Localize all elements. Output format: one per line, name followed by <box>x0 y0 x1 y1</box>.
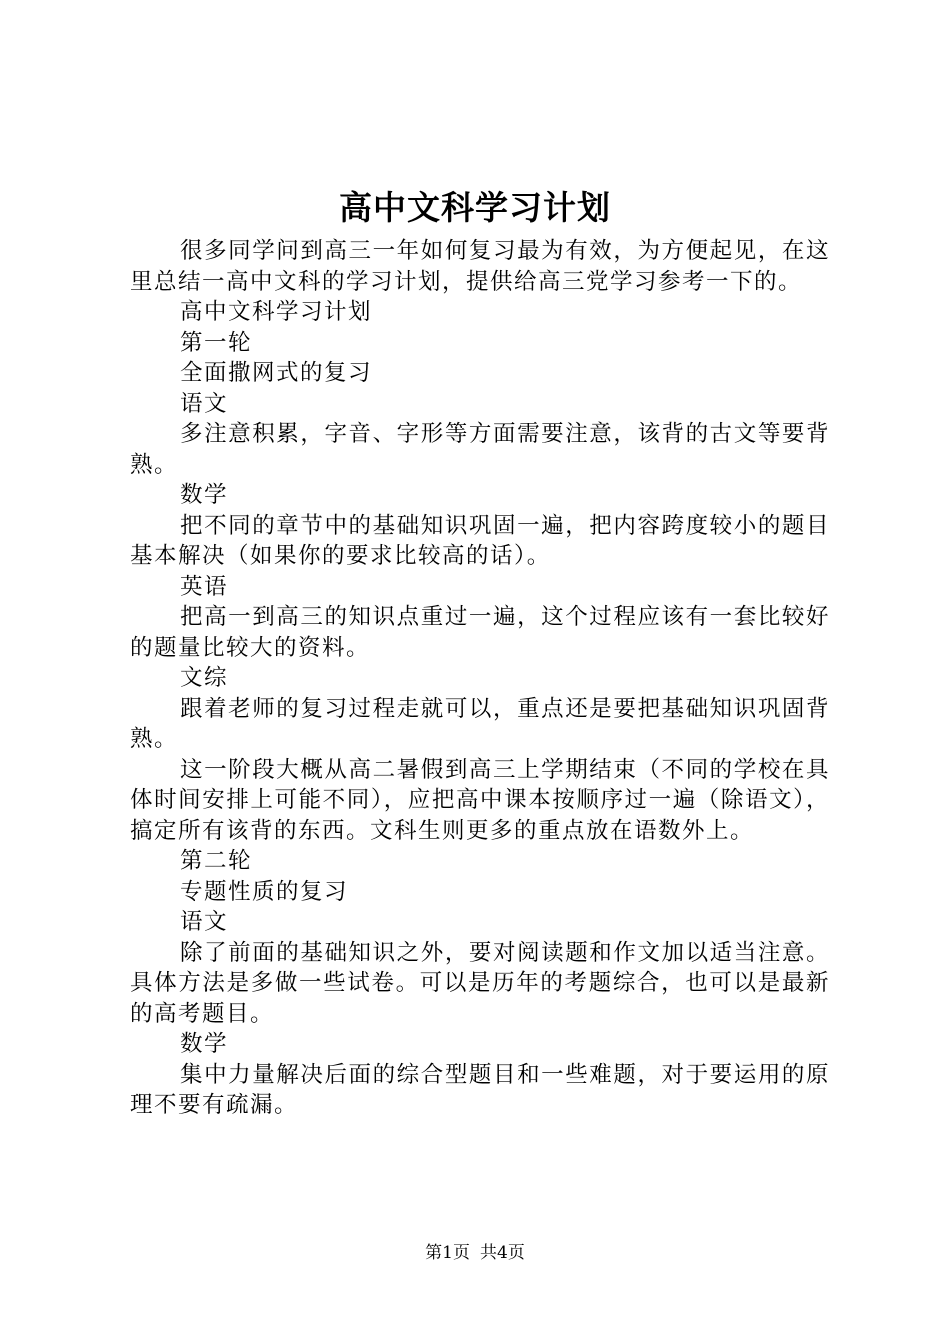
paragraph-round-two: 第二轮 <box>180 848 253 874</box>
page-footer <box>0 1241 950 1265</box>
paragraph-subject-liberal-arts: 文综 <box>180 665 229 691</box>
paragraph-intro: 很多同学问到高三一年如何复习最为有效，为方便起见，在这里总结一高中文科的学习计划，提供给高三党学习参考一下的。 <box>130 238 830 295</box>
document-body <box>130 236 830 1121</box>
paragraph-liberal-arts-text: 跟着老师的复习过程走就可以，重点还是要把基础知识巩固背熟。 <box>130 695 830 752</box>
paragraph-subject-math-2: 数学 <box>180 1031 229 1057</box>
paragraph-chinese-text: 多注意积累，字音、字形等方面需要注意，该背的古文等要背熟。 <box>130 421 830 478</box>
paragraph-heading-plan: 高中文科学习计划 <box>180 299 373 325</box>
paragraph-subject-chinese-2: 语文 <box>180 909 229 935</box>
paragraph-stage-summary: 这一阶段大概从高二暑假到高三上学期结束（不同的学校在具体时间安排上可能不同），应把高中课本按顺序过一遍（除语文），搞定所有该背的东西。文科生则更多的重点放在语数外上。 <box>130 756 830 844</box>
page-number: 第1页 <box>425 1243 470 1263</box>
paragraph-round-one-subtitle: 全面撒网式的复习 <box>180 360 373 386</box>
paragraph-math-text-2: 集中力量解决后面的综合型题目和一些难题，对于要运用的原理不要有疏漏。 <box>130 1061 830 1118</box>
paragraph-math-text: 把不同的章节中的基础知识巩固一遍，把内容跨度较小的题目基本解决（如果你的要求比较高的话）。 <box>130 512 830 569</box>
paragraph-subject-chinese: 语文 <box>180 390 229 417</box>
paragraph-round-two-subtitle: 专题性质的复习 <box>180 878 349 905</box>
paragraph-english-text: 把高一到高三的知识点重过一遍，这个过程应该有一套比较好的题量比较大的资料。 <box>130 604 830 661</box>
paragraph-round-one: 第一轮 <box>180 329 253 356</box>
paragraph-chinese-text-2: 除了前面的基础知识之外，要对阅读题和作文加以适当注意。具体方法是多做一些试卷。可以是历年的考题综合，也可以是最新的高考题目。 <box>130 939 830 1027</box>
page-total: 共4页 <box>480 1243 525 1263</box>
paragraph-subject-math: 数学 <box>180 482 229 508</box>
paragraph-subject-english: 英语 <box>180 573 229 600</box>
document-title: 高中文科学习计划 <box>339 188 611 227</box>
